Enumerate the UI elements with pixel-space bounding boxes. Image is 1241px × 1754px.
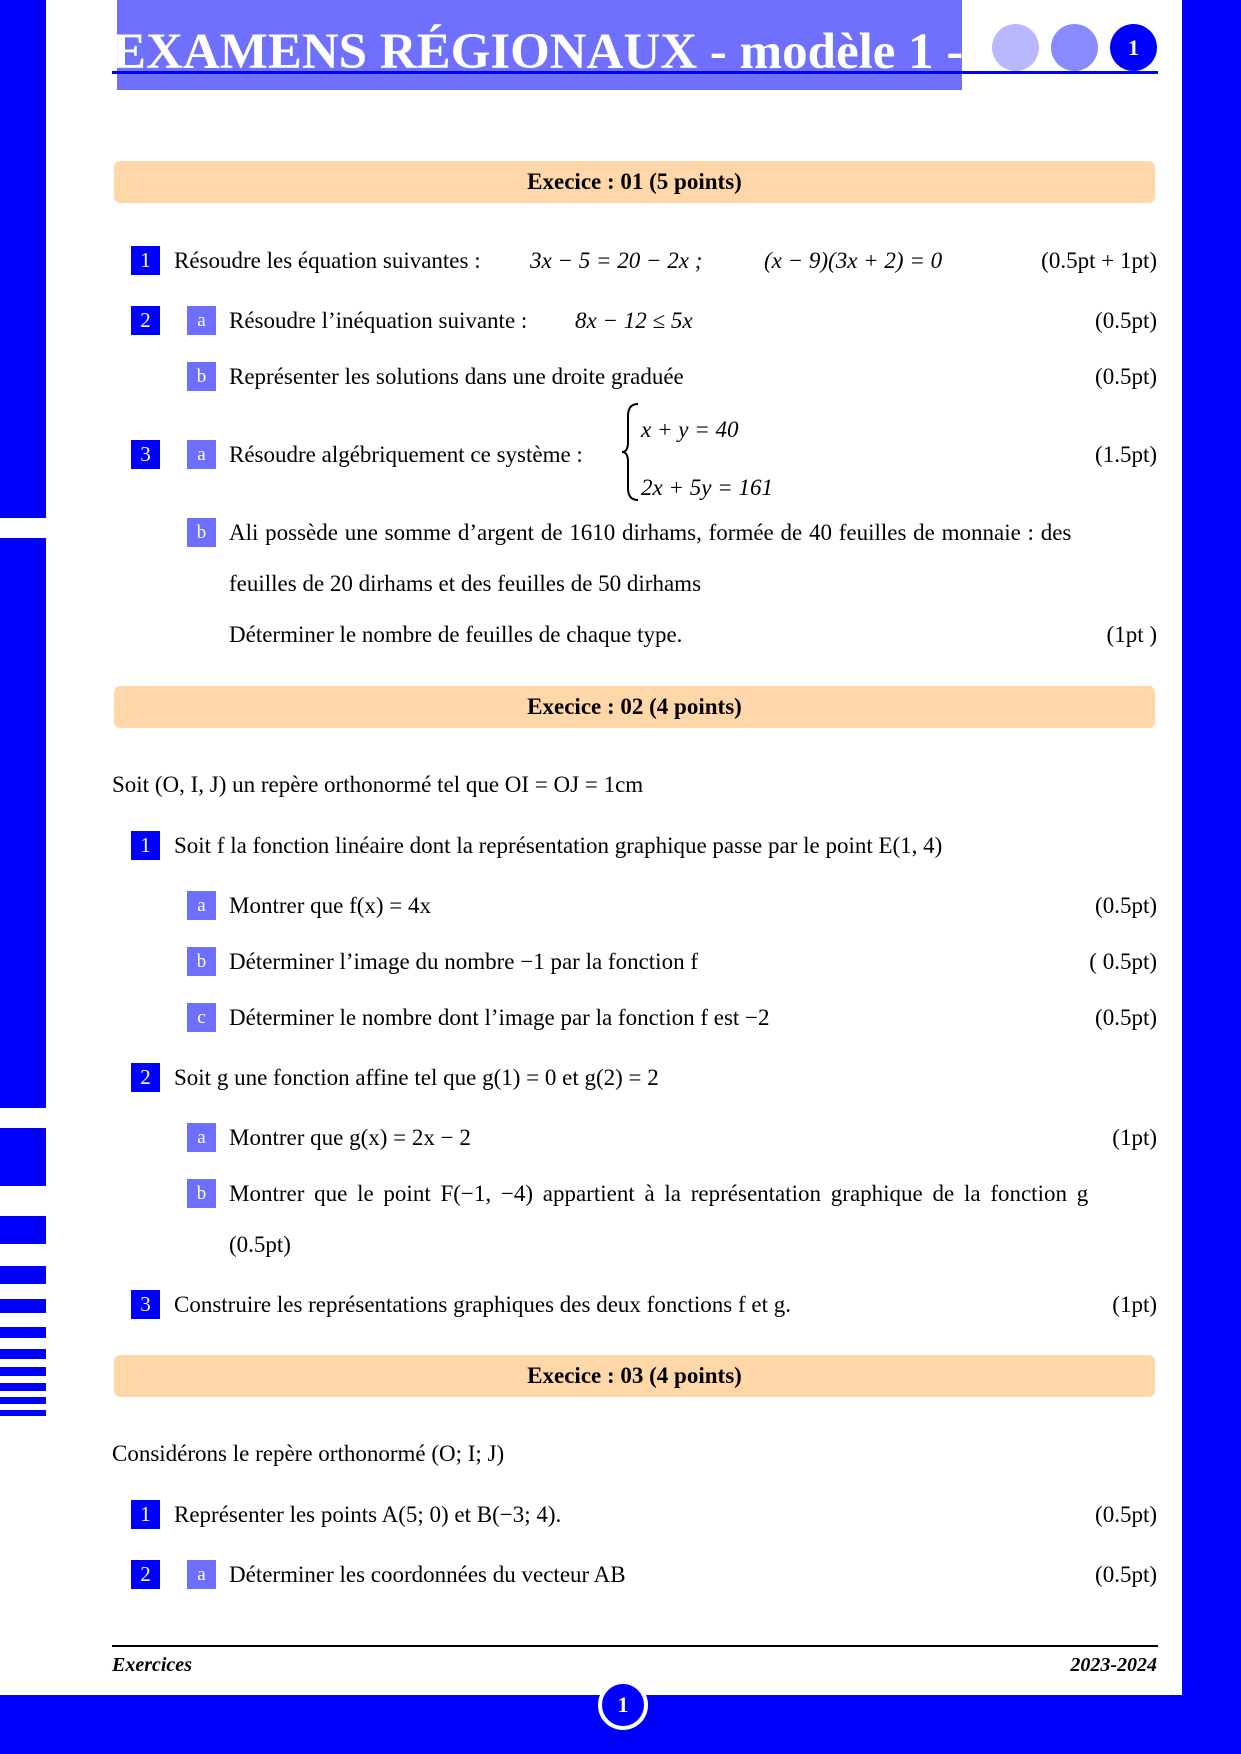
equation: (x − 9)(3x + 2) = 0: [764, 248, 943, 273]
points: (0.5pt): [1095, 308, 1157, 333]
question-number: 1: [131, 246, 160, 275]
left-decor-bar: [0, 1410, 46, 1416]
question-text: Soit g une fonction affine tel que g(1) = 0 et g(2) = 2: [174, 1065, 659, 1090]
left-decor-bar: [0, 1397, 46, 1404]
left-decor-bar: [0, 0, 46, 518]
question-number: 2: [131, 1063, 160, 1092]
footer-rule: [112, 1645, 1158, 1647]
equation: 3x − 5 = 20 − 2x ;: [530, 248, 703, 273]
sub-label: a: [187, 440, 216, 469]
exercise-1-title: Execice : 01 (5 points): [114, 161, 1155, 203]
question-number: 1: [131, 1500, 160, 1529]
points: (0.5pt): [1095, 1562, 1157, 1587]
points: (0.5pt): [1095, 893, 1157, 918]
sub-label: b: [187, 518, 216, 547]
question-text: Montrer que f(x) = 4x: [229, 893, 432, 918]
points: (1pt ): [1106, 622, 1157, 647]
left-decor-bar: [0, 1216, 46, 1244]
inequation: 8x − 12 ≤ 5x: [575, 308, 693, 333]
header-number-badge: 1: [1110, 24, 1157, 71]
question-text: Représenter les points A(5; 0) et B(−3; 4).: [174, 1502, 562, 1527]
left-decor-bar: [0, 1327, 46, 1338]
sub-label: b: [187, 1179, 216, 1208]
question-text: Ali possède une somme d’argent de 1610 dirhams, formée de 40 feuilles de monnaie : des: [229, 520, 1072, 545]
sub-label: a: [187, 1123, 216, 1152]
exercise-intro: Soit (O, I, J) un repère orthonormé tel que OI = OJ = 1cm: [112, 772, 644, 797]
points: (1pt): [1112, 1292, 1157, 1317]
left-decor-bar: [0, 1299, 46, 1313]
points: (0.5pt): [1095, 364, 1157, 389]
points: (0.5pt): [1095, 1005, 1157, 1030]
question-number: 2: [131, 1560, 160, 1589]
question-number: 3: [131, 1290, 160, 1319]
left-decor-bar: [0, 538, 46, 1108]
exercise-intro: Considérons le repère orthonormé (O; I; J): [112, 1441, 505, 1466]
question-text: Montrer que g(x) = 2x − 2: [229, 1125, 471, 1150]
points: ( 0.5pt): [1089, 949, 1157, 974]
question-text: Déterminer le nombre de feuilles de chaque type.: [229, 622, 683, 647]
decor-circle-light: [992, 24, 1039, 71]
question-text: Déterminer les coordonnées du vecteur AB: [229, 1562, 626, 1587]
sub-label: b: [187, 947, 216, 976]
page-title: EXAMENS RÉGIONAUX - modèle 1 -: [112, 24, 964, 80]
question-number: 3: [131, 440, 160, 469]
question-text: feuilles de 20 dirhams et des feuilles de 50 dirhams: [229, 571, 702, 596]
left-decor-bar: [0, 1349, 46, 1359]
question-text: Représenter les solutions dans une droite graduée: [229, 364, 684, 389]
decor-circle-mid: [1051, 24, 1098, 71]
points: (0.5pt): [1095, 1502, 1157, 1527]
question-text: Construire les représentations graphiques des deux fonctions f et g.: [174, 1292, 792, 1317]
system-brace: [620, 402, 642, 502]
sub-label: b: [187, 362, 216, 391]
question-text: Résoudre les équation suivantes :: [174, 248, 481, 273]
left-decor-bar: [0, 1367, 46, 1376]
left-decor-bar: [0, 1266, 46, 1284]
question-number: 2: [131, 306, 160, 335]
footer-right: 2023-2024: [1070, 1654, 1157, 1676]
points: (0.5pt + 1pt): [1041, 248, 1157, 273]
exercise-2-title: Execice : 02 (4 points): [114, 686, 1155, 728]
right-frame-bar: [1182, 0, 1241, 1754]
points: (1.5pt): [1095, 442, 1157, 467]
page-number: 1: [598, 1680, 648, 1730]
question-text: Montrer que le point F(−1, −4) appartient à la représentation graphique de la fonction g: [229, 1181, 1089, 1206]
left-decor-bar: [0, 1383, 46, 1391]
question-text: Soit f la fonction linéaire dont la représentation graphique passe par le point E(1, 4): [174, 833, 943, 858]
exercise-3-title: Execice : 03 (4 points): [114, 1355, 1155, 1397]
question-number: 1: [131, 831, 160, 860]
question-text: Résoudre l’inéquation suivante :: [229, 308, 528, 333]
sub-label: a: [187, 306, 216, 335]
points: (1pt): [1112, 1125, 1157, 1150]
question-text: Déterminer l’image du nombre −1 par la fonction f: [229, 949, 698, 974]
question-text: Résoudre algébriquement ce système :: [229, 442, 583, 467]
footer-left: Exercices: [112, 1654, 192, 1676]
sub-label: a: [187, 891, 216, 920]
points: (0.5pt): [229, 1232, 291, 1257]
left-decor-bar: [0, 1128, 46, 1186]
question-text: Déterminer le nombre dont l’image par la fonction f est −2: [229, 1005, 770, 1030]
sub-label: c: [187, 1003, 216, 1032]
sub-label: a: [187, 1560, 216, 1589]
